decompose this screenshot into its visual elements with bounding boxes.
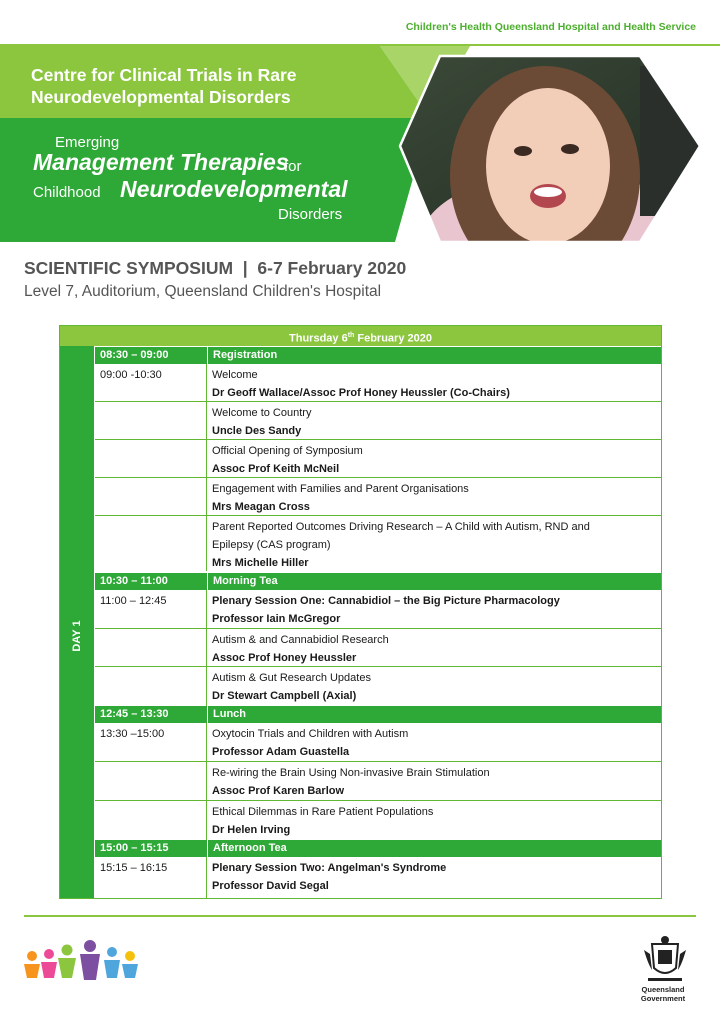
- queensland-coat-of-arms: [640, 934, 690, 984]
- session-speaker: Uncle Des Sandy: [212, 425, 302, 437]
- session-speaker: Assoc Prof Karen Barlow: [212, 785, 345, 797]
- day-heading: [60, 326, 661, 346]
- day-label: DAY 1: [71, 620, 83, 652]
- row-content: [207, 801, 661, 839]
- table-row: [95, 573, 661, 590]
- row-content: [207, 364, 661, 402]
- row-time: 15:00 – 15:15: [100, 842, 169, 854]
- row-time: 15:15 – 16:15: [100, 862, 168, 874]
- symposium-dates: SCIENTIFIC SYMPOSIUM | 6-7 February 2020: [24, 258, 407, 278]
- row-time: 08:30 – 09:00: [100, 349, 169, 361]
- session-title: Welcome to Country: [212, 407, 312, 419]
- bottom-divider: [24, 915, 696, 917]
- row-content: [207, 723, 661, 761]
- session-speaker: Dr Helen Irving: [212, 824, 291, 836]
- session-speaker: Professor Iain McGregor: [212, 613, 341, 625]
- child-figure-pink: [41, 949, 57, 978]
- session-speaker: Assoc Prof Honey Heussler: [212, 652, 357, 664]
- table-row: [95, 857, 661, 898]
- row-title: Registration: [207, 347, 661, 364]
- title-management-therapies: Management Therapies: [33, 149, 289, 175]
- table-row: [95, 801, 661, 840]
- session-speaker: Professor David Segal: [212, 880, 329, 892]
- row-content: [207, 857, 661, 895]
- row-time: 11:00 – 12:45: [100, 595, 167, 607]
- title-childhood: Childhood: [33, 184, 101, 201]
- session-speaker: Assoc Prof Keith McNeil: [212, 463, 340, 475]
- row-content: [207, 590, 661, 628]
- row-content: [207, 402, 661, 440]
- row-content: [207, 478, 661, 516]
- table-row: [95, 516, 661, 573]
- table-row: [95, 478, 661, 516]
- table-row: [95, 440, 661, 478]
- row-title: Lunch: [207, 706, 661, 723]
- title-for: for: [284, 158, 302, 175]
- table-row: [95, 840, 661, 857]
- queensland-government-wordmark: [628, 985, 698, 1003]
- session-speaker: Mrs Michelle Hiller: [212, 557, 309, 569]
- table-row: [95, 347, 661, 364]
- table-row: [95, 402, 661, 440]
- row-time: 10:30 – 11:00: [100, 575, 168, 587]
- session-title: Re-wiring the Brain Using Non-invasive Brain Stimulation: [212, 767, 490, 779]
- row-content: [207, 629, 661, 667]
- day-heading-text: Thursday 6: [289, 332, 348, 345]
- centre-title-line1: Centre for Clinical Trials in Rare: [31, 65, 297, 85]
- table-row: [95, 706, 661, 723]
- child-figure-orange: [24, 951, 40, 978]
- table-row: [95, 590, 661, 629]
- title-neurodevelopmental: Neurodevelopmental: [120, 176, 348, 202]
- children-figures-logo: [22, 938, 147, 986]
- session-title-cont: Epilepsy (CAS program): [212, 539, 331, 551]
- row-content: [207, 516, 661, 572]
- session-speaker: Mrs Meagan Cross: [212, 501, 310, 513]
- row-title: Morning Tea: [207, 573, 661, 590]
- child-figure-yellow: [122, 951, 138, 978]
- table-row: [95, 762, 661, 801]
- child-figure-purple: [80, 940, 100, 980]
- session-title: Autism & Gut Research Updates: [212, 672, 371, 684]
- row-content: [207, 667, 661, 705]
- table-row: [95, 723, 661, 762]
- schedule-table: [59, 325, 662, 899]
- child-figure-green: [58, 945, 76, 979]
- organisation-name: Children's Health Queensland Hospital and Health Service: [405, 21, 696, 33]
- day-heading-suffix: th: [347, 332, 355, 339]
- title-emerging: Emerging: [55, 134, 120, 151]
- session-title: Welcome: [212, 369, 258, 381]
- row-content: [207, 762, 661, 800]
- table-row: [95, 629, 661, 667]
- session-title: Autism & and Cannabidiol Research: [212, 634, 389, 646]
- session-title: Plenary Session Two: Angelman's Syndrome: [212, 862, 447, 874]
- day-column: [60, 346, 94, 898]
- session-title: Plenary Session One: Cannabidiol – the Big Picture Pharmacology: [212, 595, 560, 607]
- child-figure-blue: [104, 947, 120, 978]
- gov-line2: Government: [640, 994, 686, 1003]
- row-time: 12:45 – 13:30: [100, 708, 169, 720]
- venue: Level 7, Auditorium, Queensland Children's Hospital: [24, 283, 382, 300]
- session-speaker: Dr Geoff Wallace/Assoc Prof Honey Heussler (Co-Chairs): [212, 387, 510, 399]
- table-row: [95, 364, 661, 402]
- day-heading-month: February 2020: [354, 332, 432, 345]
- session-title: Official Opening of Symposium: [212, 445, 363, 457]
- session-title: Engagement with Families and Parent Organisations: [212, 483, 469, 495]
- session-title: Ethical Dilemmas in Rare Patient Populations: [212, 806, 434, 818]
- title-disorders: Disorders: [278, 206, 343, 223]
- table-row: [95, 667, 661, 706]
- centre-title-line2: Neurodevelopmental Disorders: [31, 87, 291, 107]
- session-title: Parent Reported Outcomes Driving Research – A Child with Autism, RND and: [212, 521, 590, 533]
- row-time: 13:30 –15:00: [100, 728, 165, 740]
- centre-title: [31, 64, 297, 108]
- row-content: [207, 440, 661, 478]
- session-speaker: Professor Adam Guastella: [212, 746, 350, 758]
- row-time: 09:00 -10:30: [100, 369, 162, 381]
- session-speaker: Dr Stewart Campbell (Axial): [212, 690, 357, 702]
- session-title: Oxytocin Trials and Children with Autism: [212, 728, 409, 740]
- row-title: Afternoon Tea: [207, 840, 661, 857]
- gov-line1: Queensland: [641, 985, 685, 994]
